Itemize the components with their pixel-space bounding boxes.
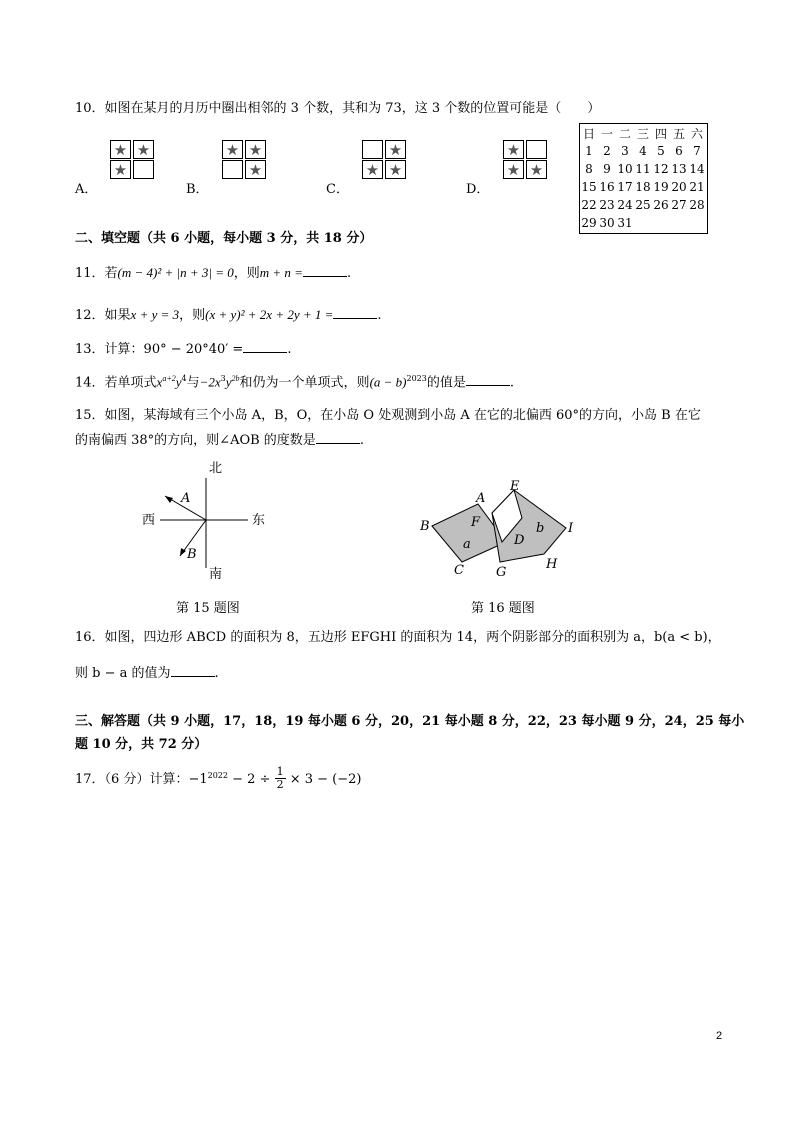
monomial2-yexp: 2b	[231, 374, 240, 383]
label-e-point: E	[510, 479, 520, 494]
calendar-header	[580, 124, 707, 142]
day: 12	[653, 162, 669, 176]
arrow-a	[165, 496, 173, 503]
empty-cell	[133, 160, 154, 179]
day: 8	[585, 162, 593, 176]
monomial1-y: y	[175, 374, 182, 390]
q15-line2	[75, 431, 364, 449]
q12-prefix: 12．如果	[75, 308, 131, 323]
day: 13	[671, 162, 687, 176]
answer-blank[interactable]	[303, 264, 347, 277]
q11-expression: (m − 4)² + |n + 3| = 0	[117, 265, 234, 280]
q14-exponent: 2023	[406, 374, 427, 383]
day: 22	[581, 198, 597, 212]
answer-blank[interactable]	[333, 306, 377, 319]
q13-end: .	[287, 342, 292, 357]
day: 20	[671, 180, 687, 194]
weekday: 六	[690, 126, 703, 141]
monomial1-base: x	[156, 374, 163, 390]
day: 6	[675, 144, 683, 158]
q11	[75, 264, 351, 282]
star-cell: ★	[133, 140, 154, 159]
q14	[75, 371, 514, 391]
star-cell: ★	[503, 140, 524, 159]
day: 4	[639, 144, 647, 158]
label-b-point: B	[420, 519, 430, 534]
monomial1-exp: a+2	[162, 374, 176, 383]
label-g-point: G	[496, 565, 507, 580]
q11-ask: m + n =	[259, 265, 303, 280]
label-c-point: C	[454, 563, 464, 578]
star-cell: ★	[503, 160, 524, 179]
day: 1	[585, 144, 593, 158]
label-i-point: I	[568, 521, 574, 536]
label-west: 西	[142, 513, 156, 528]
q14-end: .	[509, 375, 515, 391]
label-a: A	[181, 491, 191, 506]
label-a-point: A	[476, 491, 486, 506]
calendar-row	[580, 142, 707, 160]
day: 23	[599, 198, 615, 212]
star-cell: ★	[385, 160, 406, 179]
label-south: 南	[209, 567, 223, 582]
answer-blank[interactable]	[466, 373, 510, 386]
weekday: 三	[636, 126, 649, 141]
day: 19	[653, 180, 669, 194]
q11-mid: ，则	[233, 266, 260, 281]
day: 28	[689, 198, 705, 212]
q16-line2-text: 则 b − a 的值为	[75, 666, 171, 681]
figure-15	[140, 458, 310, 588]
option-a-label: A．	[75, 182, 98, 197]
calendar-row	[580, 160, 707, 178]
day: 25	[635, 198, 651, 212]
monomial2-y: y	[225, 374, 232, 390]
section2-title: 二、填空题（共 6 小题，每小题 3 分，共 18 分）	[75, 231, 373, 246]
figure-16	[418, 478, 588, 583]
calendar	[579, 123, 708, 234]
section3-line2: 题 10 分，共 72 分）	[75, 737, 208, 752]
star-cell: ★	[222, 140, 243, 159]
answer-blank[interactable]	[243, 340, 287, 353]
day: 29	[581, 216, 597, 230]
q16-end: .	[214, 666, 219, 681]
calendar-row	[580, 214, 707, 232]
q17-rest2: × 3 − (−2)	[285, 771, 362, 787]
star-cell: ★	[526, 160, 547, 179]
q12-end: .	[377, 308, 382, 323]
q13-expression: 90° − 20°40′ =	[143, 342, 244, 357]
q17-rest1: − 2 ÷	[227, 771, 275, 787]
label-f-point: F	[471, 515, 481, 530]
q15-end: .	[359, 433, 364, 448]
day: 2	[603, 144, 611, 158]
empty-cell	[362, 140, 383, 159]
option-c-label: C．	[326, 182, 349, 197]
day: 27	[671, 198, 687, 212]
fig15-caption: 第 15 题图	[176, 601, 240, 616]
empty-cell	[222, 160, 243, 179]
q16-line1: 16．如图，四边形 ABCD 的面积为 8，五边形 EFGHI 的面积为 14，两个阴影部分的面积别为 a，b(a < b)，	[75, 630, 721, 645]
q17-term-a: −1	[188, 771, 208, 787]
weekday: 四	[654, 126, 667, 141]
q10-text: 10．如图在某月的月历中圈出相邻的 3 个数，其和为 73，这 3 个数的位置可能是（ ）	[75, 101, 601, 116]
label-east: 东	[252, 513, 266, 528]
q12-condition: x + y = 3	[130, 307, 180, 322]
q14-mid2: 和仍为一个单项式，则	[239, 375, 370, 391]
day: 17	[617, 180, 633, 194]
day: 9	[603, 162, 611, 176]
empty-cell	[526, 140, 547, 159]
q17	[75, 765, 362, 791]
q11-prefix: 11．若	[75, 266, 118, 281]
q17-exponent: 2022	[207, 771, 228, 780]
day: 15	[581, 180, 597, 194]
star-cell: ★	[245, 160, 266, 179]
weekday: 二	[618, 126, 631, 141]
day: 5	[657, 144, 665, 158]
option-b-label: B．	[186, 182, 209, 197]
q13-prefix: 13．计算：	[75, 342, 144, 357]
day: 21	[689, 180, 705, 194]
star-cell: ★	[110, 140, 131, 159]
answer-blank[interactable]	[171, 664, 215, 677]
day: 7	[693, 144, 701, 158]
label-region-b: b	[536, 521, 545, 536]
q15-line2-text: 的南偏西 38°的方向，则∠AOB 的度数是	[75, 433, 316, 448]
label-h-point: H	[546, 557, 558, 572]
answer-blank[interactable]	[316, 431, 360, 444]
label-region-a: a	[463, 537, 471, 552]
day: 14	[689, 162, 705, 176]
label-b: B	[187, 547, 197, 562]
q12-mid: ，则	[179, 308, 206, 323]
q17-numerator: 1	[276, 765, 284, 778]
q11-end: .	[346, 266, 352, 281]
q15-line1: 15．如图，某海域有三个小岛 A，B，O，在小岛 O 处观测到小岛 A 在它的北偏西 60°的方向，小岛 B 在它	[75, 408, 701, 423]
day: 31	[617, 216, 633, 230]
weekday: 日	[582, 126, 595, 141]
label-d-point: D	[514, 533, 525, 548]
day: 3	[621, 144, 629, 158]
q12-expression: (x + y)² + 2x + 2y + 1 =	[205, 307, 334, 322]
day: 16	[599, 180, 615, 194]
calendar-row	[580, 196, 707, 214]
q14-mid3: 的值是	[426, 375, 466, 391]
q17-denominator: 2	[276, 778, 284, 791]
day: 18	[635, 180, 651, 194]
q17-fraction	[275, 766, 286, 791]
section3-line1: 三、解答题（共 9 小题，17，18，19 每小题 6 分，20，21 每小题 8 分，22，23 每小题 9 分，24，25 每小	[75, 714, 745, 729]
star-cell: ★	[245, 140, 266, 159]
day: 10	[617, 162, 633, 176]
star-cell: ★	[385, 140, 406, 159]
q13	[75, 340, 291, 358]
day: 11	[635, 162, 651, 176]
weekday: 五	[672, 126, 685, 141]
day: 26	[653, 198, 669, 212]
fig16-caption: 第 16 题图	[471, 601, 535, 616]
q17-prefix: 17．（6 分）计算：	[75, 771, 189, 787]
star-cell: ★	[362, 160, 383, 179]
label-north: 北	[209, 461, 223, 476]
monomial2-exp: 3	[220, 374, 226, 383]
monomial1-yexp: 4	[181, 374, 187, 383]
option-d-label: D．	[466, 182, 490, 197]
page-number: 2	[716, 1030, 723, 1042]
q14-mid1: 与	[186, 375, 200, 391]
star-cell: ★	[110, 160, 131, 179]
q16-line2	[75, 664, 219, 682]
monomial2-base: −2x	[199, 374, 221, 390]
day: 30	[599, 216, 615, 230]
q12	[75, 306, 382, 324]
calendar-row	[580, 178, 707, 196]
day: 24	[617, 198, 633, 212]
q14-prefix: 14．若单项式	[75, 375, 157, 391]
weekday: 一	[600, 126, 613, 141]
q14-expression: (a − b)	[369, 374, 407, 390]
